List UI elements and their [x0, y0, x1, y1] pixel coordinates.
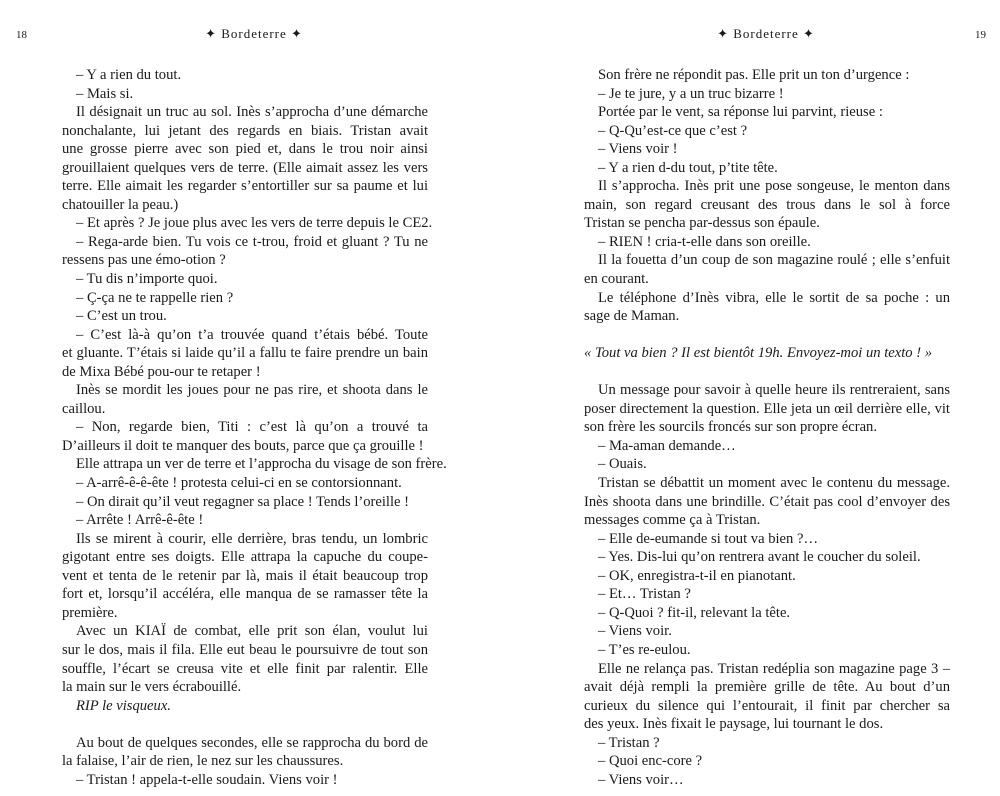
text-line: Portée par le vent, sa réponse lui parvint, rieuse : — [598, 104, 883, 121]
text-line: et gluante. T’étais si laide qu’il a fallu te faire prendre un bain — [62, 345, 428, 362]
text-line: – OK, enregistra-t-il en pianotant. — [598, 567, 796, 584]
text-line: – Viens voir… — [598, 771, 684, 788]
text-line: – A-arrê-ê-ê-ête ! protesta celui-ci en se contorsionnant. — [76, 475, 402, 492]
text-line: – Viens voir ! — [598, 141, 678, 158]
text-line: – Y a rien d-du tout, p’tite tête. — [598, 159, 778, 176]
text-line: Tristan se pencha par-dessus son épaule. — [584, 215, 820, 232]
text-line: – Ouais. — [598, 456, 647, 473]
text-line: Il s’approcha. Inès prit une pose songeuse, le menton dans — [598, 178, 950, 195]
text-line: – Tristan ? — [598, 734, 660, 751]
text-line: souffle, l’écart se creusa vite et elle finit par ralentir. Elle — [62, 660, 428, 677]
text-line: caillou. — [62, 400, 106, 417]
text-line: la main sur le vers écrabouillé. — [62, 679, 242, 696]
text-line: – Q-Qu’est-ce que c’est ? — [598, 122, 748, 139]
text-line: – Elle de-eumande si tout va bien ?… — [598, 530, 819, 547]
text-line: la falaise, l’air de rien, le nez sur les chaussures. — [62, 753, 344, 770]
text-line: – Et… Tristan ? — [598, 586, 691, 603]
text-line: main, son regard creusant des trous dans le sol à force — [584, 196, 950, 213]
text-line: des yeux. Inès fixait le paysage, lui tournant le dos. — [584, 716, 884, 733]
text-line — [62, 715, 428, 734]
text-line: sage de Maman. — [584, 308, 680, 325]
text-line: Avec un KIAÏ de combat, elle prit son élan, voulut lui — [76, 623, 428, 640]
text-line: nonchalante, lui jetant des regards en biais. Tristan avait — [62, 122, 428, 139]
text-line: poser directement la question. Elle jeta un œil derrière elle, vit — [584, 400, 950, 417]
text-line: en courant. — [584, 271, 649, 288]
text-line: Il désignait un truc au sol. Inès s’approcha d’une démarche — [76, 104, 428, 121]
text-line: Un message pour savoir à quelle heure ils rentreraient, sans — [598, 382, 950, 399]
text-line: Inès se mordit les joues pour ne pas rire, et shoota dans le — [76, 382, 428, 399]
text-line: grouillaient quelques vers de terre. (Elle aimait assez les vers — [62, 159, 428, 176]
text-line — [584, 326, 950, 345]
text-line: Au bout de quelques secondes, elle se rapprocha du bord de — [76, 734, 428, 751]
text-line: – Viens voir. — [598, 623, 672, 640]
running-head-right: ✦ Bordeterre ✦ — [717, 26, 815, 41]
text-line: fort et, lorsqu’il accéléra, elle manqua de se ramasser tête la — [62, 586, 428, 603]
text-line: – Mais si. — [76, 85, 134, 102]
text-line: – Quoi enc-core ? — [598, 753, 703, 770]
text-line: Elle ne relança pas. Tristan redéplia son magazine page 3 – — [598, 660, 950, 677]
text-line: – Ç-ça ne te rappelle rien ? — [76, 289, 234, 306]
text-line: – Arrête ! Arrê-ê-ête ! — [76, 512, 204, 529]
left-page-text — [62, 66, 447, 789]
text-line: – Non, regarde bien, Titi : c’est là qu’on a trouvé ta — [76, 419, 428, 436]
text-line: Inès shoota dans une brindille. C’était pas cool d’envoyer des — [584, 493, 950, 510]
text-line: D’ailleurs il doit te manquer des bouts, parce que ça grouille ! — [62, 437, 424, 454]
text-line: – Et après ? Je joue plus avec les vers de terre depuis le CE2. — [76, 215, 433, 232]
running-head-left: ✦ Bordeterre ✦ — [205, 26, 303, 41]
text-line: RIP le visqueux. — [76, 697, 171, 714]
text-line: – RIEN ! cria-t-elle dans son oreille. — [598, 233, 811, 250]
text-line: « Tout va bien ? Il est bientôt 19h. Envoyez-moi un texto ! » — [584, 345, 933, 362]
text-line: vent et tenta de le retenir par là, mais il était beaucoup trop — [62, 567, 428, 584]
text-line: chatouiller la peau.) — [62, 196, 179, 213]
text-line: – Je te jure, y a un truc bizarre ! — [598, 85, 784, 102]
text-line — [584, 363, 950, 382]
text-line: – T’es re-eulou. — [598, 641, 691, 658]
text-line: son frère les sourcils froncés sur son propre écran. — [584, 419, 877, 436]
text-line: – Y a rien du tout. — [76, 67, 182, 83]
text-line: – Rega-arde bien. Tu vois ce t-trou, froid et gluant ? Tu ne — [76, 233, 428, 250]
text-line: sur le dos, mais il fila. Elle eut beau le poursuivre de tout son — [62, 641, 428, 658]
text-line: messages comme ça à Tristan. — [584, 512, 761, 529]
text-line: – Tu dis n’importe quoi. — [76, 271, 218, 288]
text-line: – C’est un trou. — [76, 308, 167, 325]
text-line: avait déjà rempli la première grille de tête. Au bout d’un — [584, 679, 950, 696]
text-line: – Tristan ! appela-t-elle soudain. Viens voir ! — [76, 771, 338, 788]
text-line: Tristan se débattit un moment avec le contenu du message. — [598, 475, 950, 492]
text-line: de Mixa Bébé pou-our te retaper ! — [62, 363, 261, 380]
text-line: curieux du silence qui l’entourait, il finit par chercher sa — [584, 697, 950, 714]
text-line: Le téléphone d’Inès vibra, elle le sortit de sa poche : un — [598, 289, 950, 306]
text-line: Son frère ne répondit pas. Elle prit un ton d’urgence : — [598, 67, 910, 83]
text-line: – On dirait qu’il veut regagner sa place ! Tends l’oreille ! — [76, 493, 410, 510]
text-line: terre. Elle aimait les regarder s’entortiller sur sa paume et lui — [62, 178, 428, 195]
text-line: première. — [62, 604, 118, 621]
text-line: – Q-Quoi ? fit-il, relevant la tête. — [598, 604, 791, 621]
text-line: – Yes. Dis-lui qu’on rentrera avant le coucher du soleil. — [598, 549, 921, 566]
text-line: Il la fouetta d’un coup de son magazine roulé ; elle s’enfuit — [598, 252, 950, 269]
text-line: gigotant entre ses doigts. Elle attrapa la capuche du coupe- — [62, 549, 428, 566]
text-line: ressens pas une émo-otion ? — [62, 252, 226, 269]
text-line: Elle attrapa un ver de terre et l’approcha du visage de son frère. — [76, 456, 447, 473]
text-line: une grosse pierre avec son pied et, dans le trou noir ainsi — [62, 141, 428, 158]
text-line: – Ma-aman demande… — [598, 437, 736, 454]
page-number-right: 19 — [975, 29, 986, 41]
text-line: Ils se mirent à courir, elle derrière, bras tendu, un lombric — [76, 530, 428, 547]
page-number-left: 18 — [16, 29, 27, 41]
right-page-text — [584, 66, 950, 789]
text-line: – C’est là-à qu’on t’a trouvée quand t’étais bébé. Toute — [76, 326, 428, 343]
